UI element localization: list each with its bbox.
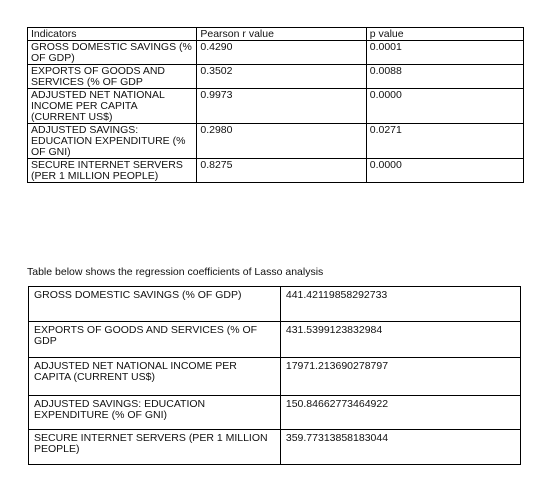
pearson-r-cell: 0.9973: [197, 89, 366, 124]
pearson-r-cell: 0.2980: [197, 124, 366, 159]
p-value-cell: 0.0000: [366, 159, 523, 183]
p-value-cell: 0.0000: [366, 89, 523, 124]
coefficient-cell: 359.77313858183044: [280, 430, 520, 465]
indicator-cell: SECURE INTERNET SERVERS (PER 1 MILLION PEOPLE): [28, 159, 197, 183]
indicator-cell: ADJUSTED SAVINGS: EDUCATION EXPENDITURE (% OF GNI): [29, 396, 281, 430]
indicator-cell: ADJUSTED NET NATIONAL INCOME PER CAPITA (CURRENT US$): [28, 89, 197, 124]
table-row: [29, 396, 521, 430]
indicator-cell: EXPORTS OF GOODS AND SERVICES (% OF GDP: [29, 322, 281, 358]
indicator-cell: GROSS DOMESTIC SAVINGS (% OF GDP): [28, 41, 197, 65]
pearson-correlation-table: [27, 27, 524, 183]
table-header-row: [28, 28, 524, 41]
table-row: [28, 124, 524, 159]
table-row: [28, 89, 524, 124]
table-row: [29, 430, 521, 465]
table-row: [28, 41, 524, 65]
pearson-r-cell: 0.8275: [197, 159, 366, 183]
coefficient-cell: 17971.213690278797: [280, 358, 520, 396]
pearson-r-cell: 0.4290: [197, 41, 366, 65]
table-row: [29, 358, 521, 396]
header-pearson-r: Pearson r value: [197, 28, 366, 41]
header-indicators: Indicators: [28, 28, 197, 41]
lasso-table-caption: Table below shows the regression coefficients of Lasso analysis: [27, 266, 324, 278]
table-row: [28, 65, 524, 89]
table-row: [29, 287, 521, 322]
indicator-cell: ADJUSTED NET NATIONAL INCOME PER CAPITA (CURRENT US$): [29, 358, 281, 396]
indicator-cell: ADJUSTED SAVINGS: EDUCATION EXPENDITURE (% OF GNI): [28, 124, 197, 159]
coefficient-cell: 431.5399123832984: [280, 322, 520, 358]
coefficient-cell: 150.84662773464922: [280, 396, 520, 430]
indicator-cell: GROSS DOMESTIC SAVINGS (% OF GDP): [29, 287, 281, 322]
indicator-cell: SECURE INTERNET SERVERS (PER 1 MILLION PEOPLE): [29, 430, 281, 465]
table-row: [28, 159, 524, 183]
p-value-cell: 0.0001: [366, 41, 523, 65]
header-p-value: p value: [366, 28, 523, 41]
lasso-coefficients-table: [28, 286, 521, 465]
table-row: [29, 322, 521, 358]
coefficient-cell: 441.42119858292733: [280, 287, 520, 322]
p-value-cell: 0.0088: [366, 65, 523, 89]
pearson-r-cell: 0.3502: [197, 65, 366, 89]
indicator-cell: EXPORTS OF GOODS AND SERVICES (% OF GDP: [28, 65, 197, 89]
p-value-cell: 0.0271: [366, 124, 523, 159]
